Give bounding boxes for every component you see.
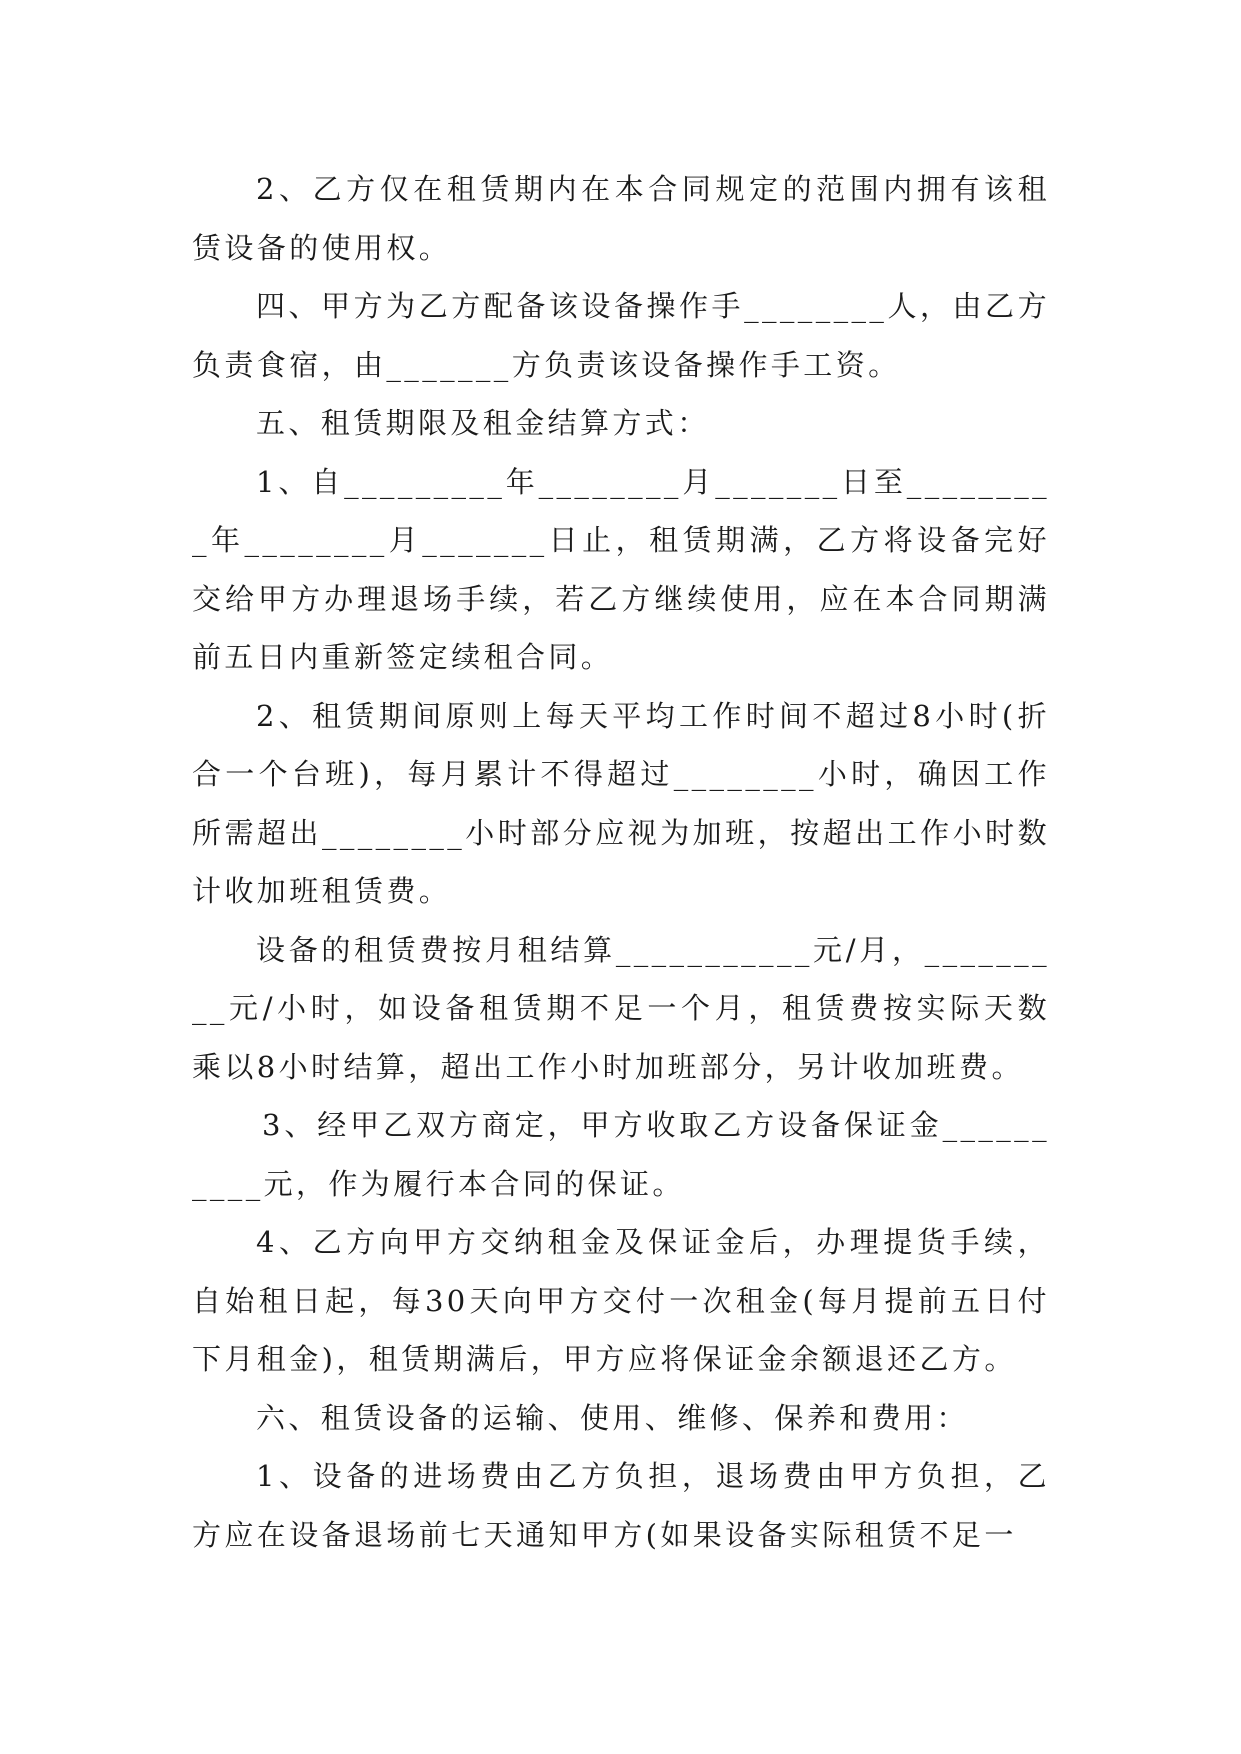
paragraph-working-hours: 2、租赁期间原则上每天平均工作时间不超过8小时(折合一个台班)，每月累计不得超过________小时，确因工作所需超出________小时部分应视为加班，按超出工作小时数计收加班租赁费。 (192, 698, 1050, 908)
paragraph-payment: 4、乙方向甲方交纳租金及保证金后，办理提货手续，自始租日起，每30天向甲方交付一次租金(每月提前五日付下月租金)，租赁期满后，甲方应将保证金余额退还乙方。 (192, 1225, 1050, 1376)
paragraph-deposit: 3、经甲乙双方商定，甲方收取乙方设备保证金__________元，作为履行本合同的保证。 (192, 1108, 1050, 1201)
paragraph-rental-fee: 设备的租赁费按月租结算___________元/月，_________元/小时，如设备租赁期不足一个月，租赁费按实际天数乘以8小时结算，超出工作小时加班部分，另计收加班费。 (192, 932, 1050, 1084)
paragraph-lease-period: 1、自_________年________月_______日至_________年________月_______日止，租赁期满，乙方将设备完好交给甲方办理退场手续，若乙方继续使用，应在本合同期满前五日内重新签定续租合同。 (192, 464, 1050, 674)
paragraph-usage-rights: 2、乙方仅在租赁期内在本合同规定的范围内拥有该租赁设备的使用权。 (192, 172, 1050, 265)
paragraph-operators: 四、甲方为乙方配备该设备操作手________人，由乙方负责食宿，由_______方负责该设备操作手工资。 (192, 289, 1050, 382)
paragraph-lease-term-heading: 五、租赁期限及租金结算方式： (256, 406, 710, 440)
document-body (192, 160, 1050, 1564)
paragraph-transport-heading: 六、租赁设备的运输、使用、维修、保养和费用： (256, 1400, 969, 1435)
paragraph-entry-fee: 1、设备的进场费由乙方负担，退场费由甲方负担，乙方应在设备退场前七天通知甲方(如果设备实际租赁不足一 (192, 1459, 1050, 1552)
